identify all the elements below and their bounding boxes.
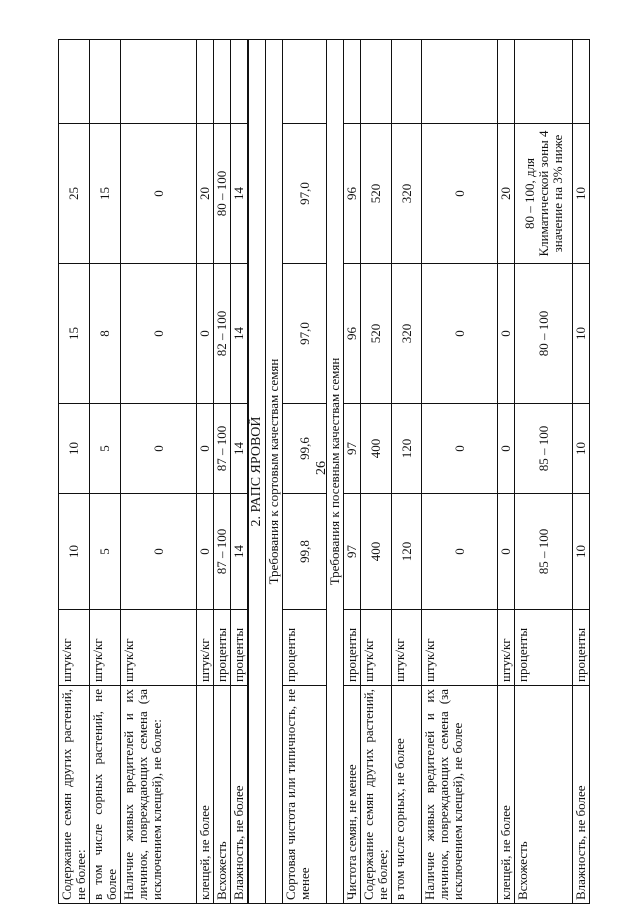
empty-cell (344, 40, 361, 124)
row-unit: проценты (515, 610, 573, 686)
table-row (361, 40, 392, 904)
value-cell: 0 (498, 494, 515, 610)
subheading-row (327, 40, 344, 904)
value-cell: 0 (121, 494, 197, 610)
value-cell: 520 (361, 124, 392, 264)
empty-cell (197, 40, 214, 124)
row-name: Содержание семян других растений, не более; (361, 686, 392, 904)
value-cell: 10 (59, 404, 90, 494)
table-row (573, 40, 590, 904)
value-cell: 120 (392, 404, 422, 494)
value-cell: 96 (344, 124, 361, 264)
value-cell: 87 – 100 (214, 494, 231, 610)
value-cell: 10 (573, 264, 590, 404)
row-unit: штук/кг (422, 610, 498, 686)
value-cell: 10 (573, 494, 590, 610)
table-row (214, 40, 231, 904)
value-cell: 0 (498, 404, 515, 494)
table-body (59, 40, 590, 904)
empty-cell (515, 40, 573, 124)
row-unit: проценты (214, 610, 231, 686)
value-cell: 0 (422, 264, 498, 404)
value-cell: 85 – 100 (515, 404, 573, 494)
subheading-sowing: Требования к посевным качествам семян (327, 40, 344, 904)
row-name: клещей, не более (197, 686, 214, 904)
value-cell: 320 (392, 264, 422, 404)
row-name: клещей, не более (498, 686, 515, 904)
row-unit: штук/кг (498, 610, 515, 686)
row-name: Сортовая чистота или типичность, не менее (283, 686, 327, 904)
value-cell: 0 (422, 404, 498, 494)
value-cell: 97 (344, 404, 361, 494)
row-unit: штук/кг (90, 610, 121, 686)
table-row (59, 40, 90, 904)
empty-cell (214, 40, 231, 124)
row-unit: штук/кг (361, 610, 392, 686)
subheading-row (266, 40, 283, 904)
value-cell: 400 (361, 404, 392, 494)
value-cell: 0 (121, 124, 197, 264)
row-name: Чистота семян, не менее (344, 686, 361, 904)
value-cell: 15 (90, 124, 121, 264)
row-name: Наличие живых вредителей и их личинок, повреждающих семена (за исключением клещей), не более (422, 686, 498, 904)
value-cell: 320 (392, 124, 422, 264)
empty-cell (361, 40, 392, 124)
value-cell: 14 (231, 494, 249, 610)
table-row (498, 40, 515, 904)
row-unit: штук/кг (392, 610, 422, 686)
value-cell: 120 (392, 494, 422, 610)
empty-cell (498, 40, 515, 124)
table-row (515, 40, 573, 904)
table-row (197, 40, 214, 904)
empty-cell (392, 40, 422, 124)
page-number: 26 (314, 461, 329, 475)
value-cell: 80 – 100 (515, 264, 573, 404)
empty-cell (231, 40, 249, 124)
value-cell: 5 (90, 494, 121, 610)
value-cell: 5 (90, 404, 121, 494)
value-cell: 80 – 100 (214, 124, 231, 264)
value-cell: 10 (59, 494, 90, 610)
value-cell: 0 (197, 494, 214, 610)
row-name: Наличие живых вредителей и их личинок, повреждающих семена (за исключением клещей), не более: (121, 686, 197, 904)
value-cell: 80 – 100, для Климатической зоны 4 значение на 3% ниже (515, 124, 573, 264)
value-cell: 97,0 (283, 124, 327, 264)
value-cell: 400 (361, 494, 392, 610)
value-cell: 82 – 100 (214, 264, 231, 404)
empty-cell (422, 40, 498, 124)
value-cell: 10 (573, 124, 590, 264)
row-name: Содержание семян других растений, не более: (59, 686, 90, 904)
requirements-table-frame (58, 40, 588, 904)
table-row (121, 40, 197, 904)
table-row (422, 40, 498, 904)
table-row (392, 40, 422, 904)
row-name: Влажность, не более (231, 686, 249, 904)
value-cell: 97,0 (283, 264, 327, 404)
row-unit: штук/кг (197, 610, 214, 686)
table-row (344, 40, 361, 904)
empty-cell (90, 40, 121, 124)
value-cell: 99,8 (283, 494, 327, 610)
value-cell: 96 (344, 264, 361, 404)
value-cell: 85 – 100 (515, 494, 573, 610)
value-cell: 97 (344, 494, 361, 610)
value-cell: 14 (231, 404, 249, 494)
row-unit: штук/кг (59, 610, 90, 686)
value-cell: 520 (361, 264, 392, 404)
row-unit: штук/кг (121, 610, 197, 686)
row-name: Влажность, не более (573, 686, 590, 904)
row-unit: проценты (283, 610, 327, 686)
value-cell: 0 (498, 264, 515, 404)
row-name: в том числе сорных растений, не более (90, 686, 121, 904)
table-row (231, 40, 249, 904)
value-cell: 25 (59, 124, 90, 264)
value-cell: 0 (422, 494, 498, 610)
row-name: Всхожесть (214, 686, 231, 904)
empty-cell (283, 40, 327, 124)
value-cell: 14 (231, 264, 249, 404)
table-row (90, 40, 121, 904)
empty-cell (121, 40, 197, 124)
row-unit: проценты (344, 610, 361, 686)
table-row (283, 40, 327, 904)
row-name: в том числе сорных, не более (392, 686, 422, 904)
section-title: 2. РАПС ЯРОВОЙ (248, 40, 266, 904)
value-cell: 14 (231, 124, 249, 264)
value-cell: 15 (59, 264, 90, 404)
value-cell: 10 (573, 404, 590, 494)
value-cell: 0 (197, 404, 214, 494)
value-cell: 20 (197, 124, 214, 264)
empty-cell (59, 40, 90, 124)
row-unit: проценты (231, 610, 249, 686)
seed-requirements-table (58, 39, 590, 904)
value-cell: 87 – 100 (214, 404, 231, 494)
value-cell: 99,6 (283, 404, 327, 494)
subheading-varietal: Требования к сортовым качествам семян (266, 40, 283, 904)
value-cell: 0 (121, 264, 197, 404)
value-cell: 0 (121, 404, 197, 494)
value-cell: 0 (422, 124, 498, 264)
row-unit: проценты (573, 610, 590, 686)
value-cell: 8 (90, 264, 121, 404)
row-name: Всхожесть (515, 686, 573, 904)
section-row (248, 40, 266, 904)
empty-cell (573, 40, 590, 124)
value-cell: 0 (197, 264, 214, 404)
value-cell: 20 (498, 124, 515, 264)
